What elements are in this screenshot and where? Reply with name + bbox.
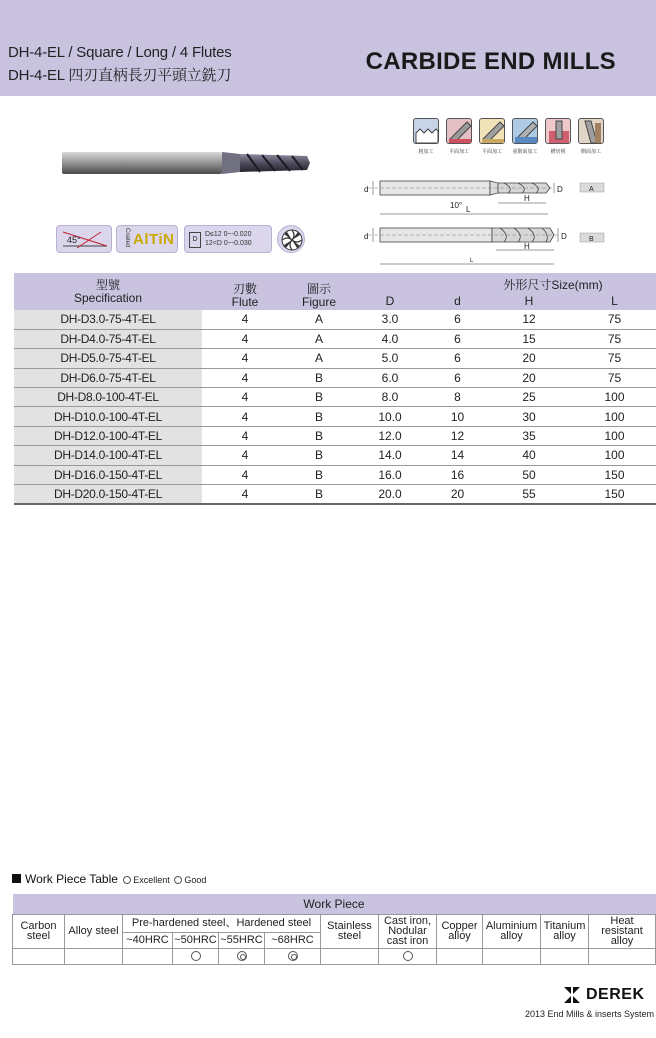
heat-resistant-header: Heat resistant alloy bbox=[589, 914, 656, 948]
cell-L: 75 bbox=[573, 349, 656, 368]
cell-d: 16 bbox=[430, 465, 485, 484]
cell-figure: B bbox=[288, 388, 350, 407]
table-row bbox=[14, 349, 656, 368]
flute-col-en: Flute bbox=[231, 294, 259, 309]
rating-h55 bbox=[219, 948, 265, 964]
technical-drawings bbox=[358, 170, 618, 270]
spec-col-zh: 型號 bbox=[95, 277, 120, 292]
copper-header: Copper alloy bbox=[437, 914, 483, 948]
cell-H: 20 bbox=[485, 349, 573, 368]
fig-a-D-label: D bbox=[557, 185, 563, 194]
d-col-header: d bbox=[430, 292, 485, 310]
hrc55-header: ~55HRC bbox=[220, 934, 263, 946]
roughing-icon bbox=[413, 118, 439, 144]
cell-flute: 4 bbox=[202, 310, 288, 329]
wp-ratings-row bbox=[13, 948, 656, 964]
fig-b-label: B bbox=[589, 236, 594, 243]
cell-H: 50 bbox=[485, 465, 573, 484]
cell-flute: 4 bbox=[202, 349, 288, 368]
cell-spec: DH-D12.0-100-4T-EL bbox=[14, 426, 202, 445]
cell-spec: DH-D3.0-75-4T-EL bbox=[14, 310, 202, 329]
spec-table-body bbox=[14, 310, 656, 504]
footer-caption: 2013 End Mills & inserts System bbox=[524, 1009, 654, 1019]
cell-d: 12 bbox=[430, 426, 485, 445]
good-rating-icon bbox=[403, 951, 413, 961]
cell-H: 20 bbox=[485, 368, 573, 387]
D-col-header: D bbox=[350, 292, 430, 310]
tolerance-badge bbox=[184, 225, 272, 253]
cell-d: 6 bbox=[430, 310, 485, 329]
face-milling-icon bbox=[446, 118, 472, 144]
cell-flute: 4 bbox=[202, 485, 288, 504]
cell-H: 35 bbox=[485, 426, 573, 445]
cell-d: 14 bbox=[430, 446, 485, 465]
derek-logo bbox=[564, 986, 654, 1004]
table-row bbox=[14, 407, 656, 426]
cell-D: 8.0 bbox=[350, 388, 430, 407]
wp-header-row-1 bbox=[13, 914, 656, 932]
cell-L: 100 bbox=[573, 407, 656, 426]
cell-spec: DH-D6.0-75-4T-EL bbox=[14, 368, 202, 387]
cell-flute: 4 bbox=[202, 368, 288, 387]
rating-cast bbox=[379, 948, 437, 964]
tolerance-mark: D bbox=[189, 232, 201, 248]
cell-d: 6 bbox=[430, 329, 485, 348]
cell-figure: A bbox=[288, 329, 350, 348]
cast-iron-header: Cast iron, Nodular cast iron bbox=[379, 914, 437, 948]
work-piece-band: Work Piece bbox=[13, 894, 656, 914]
cell-figure: B bbox=[288, 368, 350, 387]
product-name-line: DH-4-EL 四刃直柄長刃平頭立銑刀 bbox=[8, 67, 232, 84]
cell-L: 75 bbox=[573, 310, 656, 329]
rating-heat bbox=[589, 948, 656, 964]
carbon-steel-header: Carbon steel bbox=[13, 914, 65, 948]
flat-machining-caption: 平面加工 bbox=[481, 149, 502, 155]
spec-header-row bbox=[14, 273, 656, 292]
application-icons bbox=[413, 118, 605, 158]
cell-figure: B bbox=[288, 465, 350, 484]
cell-H: 40 bbox=[485, 446, 573, 465]
figure-col-en: Figure bbox=[301, 294, 336, 309]
cell-d: 6 bbox=[430, 349, 485, 368]
section-square-icon bbox=[12, 874, 21, 883]
spec-col-en: Specification bbox=[73, 290, 143, 305]
cell-flute: 4 bbox=[202, 407, 288, 426]
rating-copper bbox=[437, 948, 483, 964]
cell-figure: B bbox=[288, 407, 350, 426]
fig-a-d-label: d bbox=[364, 185, 369, 194]
excellent-legend-label: Excellent bbox=[133, 875, 170, 885]
table-row bbox=[14, 446, 656, 465]
aluminium-header: Aluminium alloy bbox=[483, 914, 541, 948]
table-row bbox=[14, 485, 656, 504]
cell-H: 12 bbox=[485, 310, 573, 329]
table-row bbox=[14, 388, 656, 407]
cell-flute: 4 bbox=[202, 465, 288, 484]
rating-h68 bbox=[265, 948, 321, 964]
hardened-group-header: Pre-hardened steel、Hardened steel bbox=[123, 914, 321, 932]
excellent-legend-icon bbox=[123, 876, 131, 884]
flat-machining-icon bbox=[479, 118, 505, 144]
fig-b-H-label: H bbox=[524, 242, 530, 251]
derek-logo-icon bbox=[564, 987, 580, 1003]
H-col-header: H bbox=[485, 292, 573, 310]
rating-carbon bbox=[13, 948, 65, 964]
coated-label: Coated bbox=[124, 228, 130, 248]
cell-D: 3.0 bbox=[350, 310, 430, 329]
helix-angle-badge bbox=[56, 225, 112, 253]
cell-figure: B bbox=[288, 485, 350, 504]
good-rating-icon bbox=[191, 951, 201, 961]
titanium-header: Titanium alloy bbox=[541, 914, 589, 948]
cell-D: 20.0 bbox=[350, 485, 430, 504]
cell-d: 20 bbox=[430, 485, 485, 504]
cell-L: 150 bbox=[573, 465, 656, 484]
cell-H: 25 bbox=[485, 388, 573, 407]
coating-name: AlTiN bbox=[133, 231, 175, 248]
cell-D: 14.0 bbox=[350, 446, 430, 465]
helix-angle-icon bbox=[57, 226, 113, 254]
cell-figure: B bbox=[288, 426, 350, 445]
cell-H: 15 bbox=[485, 329, 573, 348]
table-row bbox=[14, 310, 656, 329]
heavy-finishing-icon bbox=[512, 118, 538, 144]
legend bbox=[121, 875, 206, 885]
fig-a-angle-label: 10° bbox=[450, 201, 463, 210]
cell-flute: 4 bbox=[202, 388, 288, 407]
rating-titanium bbox=[541, 948, 589, 964]
cell-flute: 4 bbox=[202, 329, 288, 348]
roughing-caption: 粗加工 bbox=[418, 149, 434, 155]
hrc50-header: ~50HRC bbox=[174, 934, 217, 946]
four-flute-end-view-icon bbox=[277, 225, 305, 253]
work-piece-section-title bbox=[12, 872, 206, 886]
L-col-header: L bbox=[573, 292, 656, 310]
cell-H: 55 bbox=[485, 485, 573, 504]
cell-flute: 4 bbox=[202, 446, 288, 465]
cell-spec: DH-D16.0-150-4T-EL bbox=[14, 465, 202, 484]
cell-spec: DH-D10.0-100-4T-EL bbox=[14, 407, 202, 426]
slotting-caption: 槽切削 bbox=[550, 149, 566, 155]
heavy-finishing-caption: 重階面加工 bbox=[512, 149, 538, 155]
cell-spec: DH-D4.0-75-4T-EL bbox=[14, 329, 202, 348]
cell-spec: DH-D5.0-75-4T-EL bbox=[14, 349, 202, 368]
spec-col-header bbox=[14, 273, 202, 310]
hrc40-header: ~40HRC bbox=[123, 932, 173, 948]
cell-d: 6 bbox=[430, 368, 485, 387]
rating-h40 bbox=[123, 948, 173, 964]
cell-D: 16.0 bbox=[350, 465, 430, 484]
face-milling-caption: 平面加工 bbox=[448, 149, 469, 155]
side-machining-caption: 側面加工 bbox=[580, 149, 601, 155]
cell-spec: DH-D8.0-100-4T-EL bbox=[14, 388, 202, 407]
figure-b-drawing bbox=[364, 228, 604, 264]
size-group-header: 外形尺寸Size(mm) bbox=[350, 273, 656, 292]
table-row bbox=[14, 426, 656, 445]
cell-figure: A bbox=[288, 310, 350, 329]
specification-table bbox=[14, 273, 656, 505]
page-title: CARBIDE END MILLS bbox=[365, 48, 616, 75]
rating-aluminium bbox=[483, 948, 541, 964]
cell-D: 6.0 bbox=[350, 368, 430, 387]
cell-d: 10 bbox=[430, 407, 485, 426]
table-row bbox=[14, 465, 656, 484]
rating-alloy bbox=[65, 948, 123, 964]
cell-flute: 4 bbox=[202, 426, 288, 445]
good-legend-label: Good bbox=[184, 875, 207, 885]
cell-L: 100 bbox=[573, 426, 656, 445]
fig-a-L-label: L bbox=[466, 205, 471, 214]
helix-angle-label: 45° bbox=[67, 235, 81, 245]
fig-b-d-label: d bbox=[364, 232, 369, 241]
rating-stainless bbox=[321, 948, 379, 964]
work-piece-table bbox=[12, 894, 656, 965]
fig-a-H-label: H bbox=[524, 194, 530, 203]
slotting-icon bbox=[545, 118, 571, 144]
tolerance-line-2: 12<D 0~-0.030 bbox=[205, 240, 252, 247]
cell-D: 12.0 bbox=[350, 426, 430, 445]
cell-L: 150 bbox=[573, 485, 656, 504]
stainless-header: Stainless steel bbox=[321, 914, 379, 948]
wp-band-row bbox=[13, 894, 656, 914]
alloy-steel-header: Alloy steel bbox=[65, 914, 123, 948]
cell-figure: B bbox=[288, 446, 350, 465]
brand-name: DEREK bbox=[586, 986, 645, 1003]
table-row bbox=[14, 368, 656, 387]
hrc68-header: ~68HRC bbox=[265, 932, 321, 948]
header-band bbox=[0, 0, 656, 96]
cell-L: 100 bbox=[573, 446, 656, 465]
figure-col-zh: 圖示 bbox=[306, 281, 331, 296]
cell-H: 30 bbox=[485, 407, 573, 426]
cell-L: 75 bbox=[573, 368, 656, 387]
cell-spec: DH-D20.0-150-4T-EL bbox=[14, 485, 202, 504]
cell-D: 10.0 bbox=[350, 407, 430, 426]
tolerance-line-1: D≤12 0~-0.020 bbox=[205, 231, 252, 238]
end-mill-image bbox=[62, 146, 312, 182]
flute-col-zh: 刃數 bbox=[232, 281, 257, 296]
coating-badge bbox=[116, 225, 178, 253]
cell-d: 8 bbox=[430, 388, 485, 407]
cell-figure: A bbox=[288, 349, 350, 368]
tolerance-text bbox=[205, 230, 252, 248]
figure-a-drawing bbox=[364, 181, 604, 214]
cell-L: 100 bbox=[573, 388, 656, 407]
figure-col-header bbox=[288, 273, 350, 310]
excellent-rating-icon bbox=[237, 951, 247, 961]
cell-D: 5.0 bbox=[350, 349, 430, 368]
rating-h50 bbox=[173, 948, 219, 964]
side-machining-icon bbox=[578, 118, 604, 144]
cell-spec: DH-D14.0-100-4T-EL bbox=[14, 446, 202, 465]
cell-D: 4.0 bbox=[350, 329, 430, 348]
cell-L: 75 bbox=[573, 329, 656, 348]
table-row bbox=[14, 329, 656, 348]
excellent-rating-icon bbox=[288, 951, 298, 961]
work-piece-title-text: Work Piece Table bbox=[25, 872, 118, 886]
fig-b-L-label: L bbox=[470, 258, 474, 264]
fig-b-D-label: D bbox=[561, 232, 567, 241]
good-legend-icon bbox=[174, 876, 182, 884]
product-code-line: DH-4-EL / Square / Long / 4 Flutes bbox=[8, 44, 232, 61]
fig-a-label: A bbox=[589, 186, 594, 193]
flute-col-header bbox=[202, 273, 288, 310]
